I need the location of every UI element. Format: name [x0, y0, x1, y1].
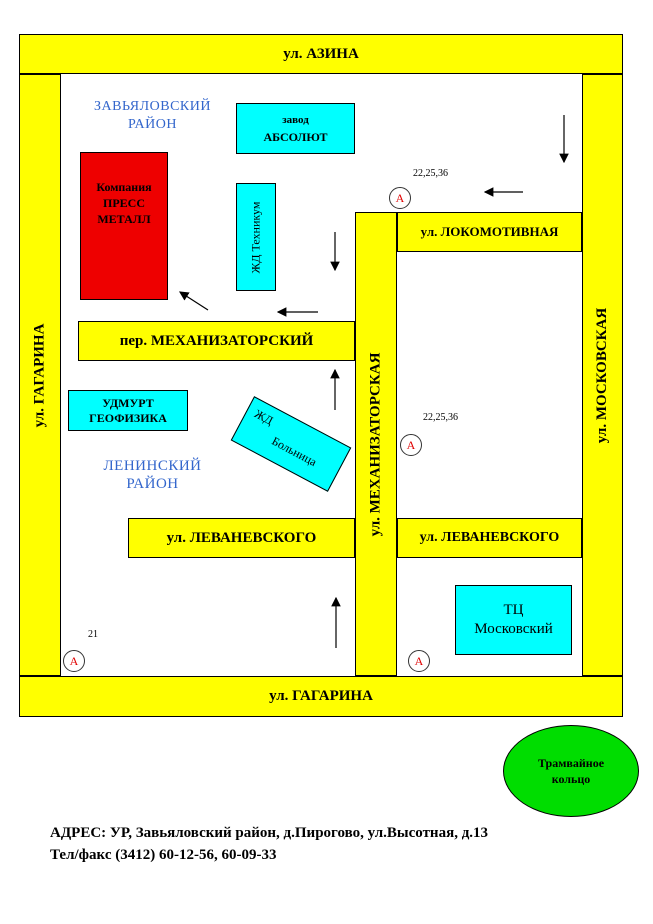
street-gagarina-vertical-label: ул. ГАГАРИНА — [31, 323, 48, 427]
street-levanevskogo-right — [397, 518, 582, 558]
udmurt-line2: ГЕОФИЗИКА — [89, 410, 167, 425]
press-metall-line3: МЕТАЛЛ — [97, 212, 151, 226]
hospital-line1: ЖД — [252, 406, 276, 428]
bus-stop-mid — [400, 434, 422, 456]
tc-line1: ТЦ — [503, 602, 524, 618]
tram-ring — [503, 725, 639, 817]
street-levanevskogo-left-label: ул. ЛЕВАНЕВСКОГО — [166, 529, 317, 546]
udmurt-line1: УДМУРТ — [102, 395, 154, 410]
street-moskovskaya-label: ул. МОСКОВСКАЯ — [594, 307, 610, 443]
tc-line2: Московский — [474, 621, 553, 637]
building-press-metall — [80, 152, 168, 300]
bus-stop-bottom-right — [408, 650, 430, 672]
district-zavyalovsky-line2: РАЙОН — [128, 117, 177, 132]
bus-stop-bottom-left-letter: А — [69, 653, 79, 668]
street-gagarina-vertical — [19, 74, 61, 676]
street-gagarina-bottom — [19, 676, 623, 717]
lane-mekhanizatorsky-label: пер. МЕХАНИЗАТОРСКИЙ — [119, 332, 314, 349]
street-levanevskogo-left — [128, 518, 355, 558]
technikum-label: ЖД Техникум — [248, 201, 263, 273]
footer-address: АДРЕС: УР, Завьяловский район, д.Пирогово, ул.Высотная, д.13 — [50, 825, 489, 841]
bus-stop-top — [389, 187, 411, 209]
bus-stop-bottom-left — [63, 650, 85, 672]
street-lokomotivnaya-label: ул. ЛОКОМОТИВНАЯ — [420, 224, 559, 239]
district-zavyalovsky — [80, 98, 225, 134]
street-lokomotivnaya — [397, 212, 582, 252]
routes-label-top: 22,25,36 — [413, 168, 448, 179]
building-technikum — [236, 183, 276, 291]
press-metall-line1: Компания — [96, 180, 152, 194]
absolut-line1: завод — [282, 113, 309, 126]
tram-line1: Трамвайное — [537, 756, 605, 770]
lane-mekhanizatorsky — [78, 321, 355, 361]
building-tc-moskovsky — [455, 585, 572, 655]
street-moskovskaya — [582, 74, 623, 676]
district-leninsky — [80, 457, 225, 493]
absolut-line2: АБСОЛЮТ — [263, 129, 328, 144]
street-mekhanizatorskaya — [355, 212, 397, 676]
street-gagarina-bottom-label: ул. ГАГАРИНА — [269, 688, 373, 704]
hospital-line2: Больница — [269, 433, 320, 470]
building-udmurt-geofizika — [68, 390, 188, 431]
street-azina — [19, 34, 623, 74]
routes-label-bottom-left: 21 — [88, 629, 98, 640]
district-zavyalovsky-line1: ЗАВЬЯЛОВСКИЙ — [94, 99, 211, 114]
footer-phone: Тел/факс (3412) 60-12-56, 60-09-33 — [50, 847, 277, 863]
bus-stop-mid-letter: А — [406, 437, 416, 452]
street-azina-label: ул. АЗИНА — [283, 45, 359, 62]
routes-label-mid: 22,25,36 — [423, 412, 458, 423]
street-mekhanizatorskaya-label: ул. МЕХАНИЗАТОРСКАЯ — [367, 352, 384, 536]
tram-line2: кольцо — [551, 772, 591, 786]
bus-stop-top-letter: А — [395, 190, 405, 205]
street-levanevskogo-right-label: ул. ЛЕВАНЕВСКОГО — [419, 530, 560, 545]
press-metall-line2: ПРЕСС — [103, 196, 145, 210]
building-absolut — [236, 103, 355, 154]
district-leninsky-line2: РАЙОН — [126, 476, 179, 492]
district-leninsky-line1: ЛЕНИНСКИЙ — [103, 458, 202, 474]
bus-stop-bottom-right-letter: А — [414, 653, 424, 668]
